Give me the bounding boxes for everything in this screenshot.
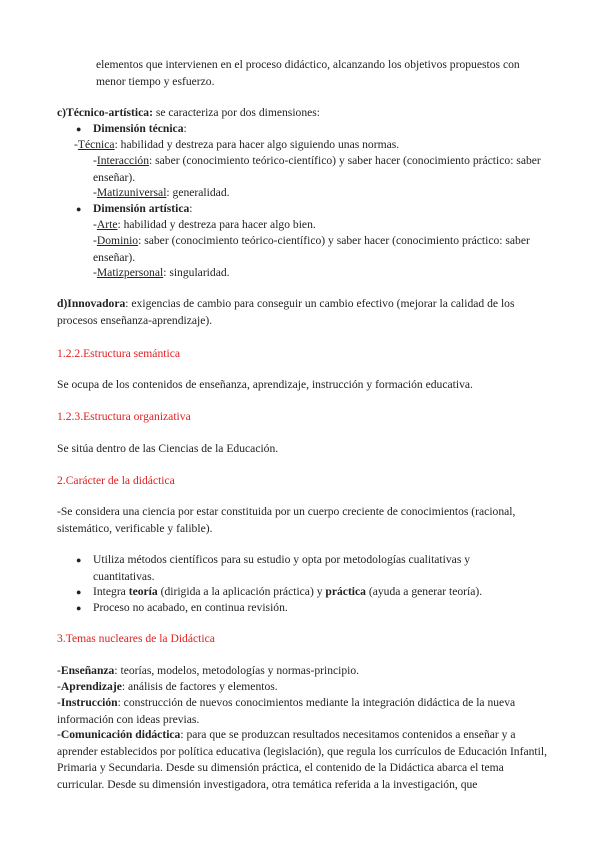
heading-3 (57, 631, 547, 648)
dominio-line (93, 233, 545, 266)
bullet-icon: ● (76, 124, 82, 134)
matiz-personal-line (93, 265, 543, 282)
bullet-2-mid: (dirigida a la aplicación práctica) y (157, 585, 326, 598)
sec-2-bullet-3 (76, 600, 543, 617)
dash: - (93, 186, 97, 199)
arte-text: : habilidad y destreza para hacer algo bien. (117, 218, 316, 231)
innovadora-paragraph (57, 296, 547, 329)
matiz-universal-text: : generalidad. (166, 186, 230, 199)
bullet-2-pre: Integra (93, 585, 129, 598)
interaccion-text: : saber (conocimiento teórico-científico) y saber hacer (conocimiento práctico: saber enseñar). (93, 154, 541, 184)
dash: - (93, 154, 97, 167)
instruccion-text: : construcción de nuevos conocimientos mediante la integración didáctica de la nueva información con ideas previas. (57, 696, 516, 726)
heading-2 (57, 473, 547, 490)
dash: - (93, 266, 97, 279)
innovadora-text: : exigencias de cambio para conseguir un cambio efectivo (mejorar la calidad de los procesos enseñanza-aprendizaje). (57, 297, 515, 327)
aprendizaje-text: : análisis de factores y elementos. (121, 680, 278, 693)
ensenanza-line (57, 663, 547, 680)
dim-tecnica-colon: : (183, 122, 187, 135)
dominio-text: : saber (conocimiento teórico-científico) y saber hacer (conocimiento práctico: saber enseñar). (93, 234, 530, 264)
dash: - (57, 728, 61, 741)
tecnico-artistica-text: se caracteriza por dos dimensiones: (152, 106, 321, 119)
matiz-personal-text: : singularidad. (163, 266, 230, 279)
comunicacion-text: : para que se produzcan resultados necesitamos contenidos a enseñar y a aprender establecidos por política educativa (legislación), que regula los currículos de Educación Infantil, Primaria y Secundaria. Desde su dimensión práctica, el contenido de la Didáctica abarca el tema curricular. Desde su dimensión investigadora, otra temática referida a la investigación, que (57, 728, 547, 791)
dim-artistica-colon: : (189, 202, 193, 215)
bullet-icon: ● (76, 603, 82, 613)
heading-1-2-3-text: 1.2.3.Estructura organizativa (57, 410, 191, 423)
sec-2-paragraph (57, 504, 547, 537)
matiz-universal-line (93, 185, 543, 202)
tecnica-line (74, 137, 544, 154)
heading-3-text: 3.Temas nucleares de la Didáctica (57, 632, 215, 645)
dim-artistica-bullet (76, 201, 543, 218)
sec-2-bullet-1-text: Utiliza métodos científicos para su estudio y opta por metodologías cualitativas y cuantitativas. (93, 553, 471, 583)
ensenanza-text: : teorías, modelos, metodologías y normas-principio. (114, 664, 360, 677)
sec-1-2-3-paragraph (57, 441, 547, 458)
interaccion-line (93, 153, 545, 186)
dominio-term: Dominio (96, 234, 139, 247)
aprendizaje-line (57, 679, 547, 696)
sec-1-2-2-paragraph (57, 377, 547, 394)
dash: - (57, 680, 61, 693)
dash: - (57, 664, 61, 677)
dim-artistica-label: Dimensión artística (93, 202, 190, 215)
intro-continuation-paragraph (96, 57, 541, 90)
instruccion-term: Instrucción (60, 696, 118, 709)
tecnico-artistica-paragraph (57, 105, 547, 122)
tecnico-artistica-label: c)Técnico-artística: (57, 106, 153, 119)
teoria-term: teoría (128, 585, 158, 598)
sec-1-2-2-text: Se ocupa de los contenidos de enseñanza, aprendizaje, instrucción y formación educativa. (57, 378, 473, 391)
bullet-icon: ● (76, 555, 82, 565)
heading-2-text: 2.Carácter de la didáctica (57, 474, 175, 487)
matiz-universal-term: Matizuniversal (96, 186, 167, 199)
sec-2-bullet-1 (76, 552, 513, 585)
bullet-icon: ● (76, 204, 82, 214)
matiz-personal-term: Matizpersonal (96, 266, 164, 279)
tecnica-term: Técnica (77, 138, 115, 151)
comunicacion-term: Comunicación didáctica (60, 728, 181, 741)
dash: - (74, 138, 78, 151)
heading-1-2-3 (57, 409, 547, 426)
dash: - (57, 696, 61, 709)
tecnica-text: : habilidad y destreza para hacer algo siguiendo unas normas. (114, 138, 400, 151)
sec-1-2-3-text: Se sitúa dentro de las Ciencias de la Educación. (57, 442, 279, 455)
dash: - (93, 218, 97, 231)
innovadora-label: d)Innovadora (57, 297, 126, 310)
arte-term: Arte (96, 218, 118, 231)
bullet-2-post: (ayuda a generar teoría). (365, 585, 483, 598)
aprendizaje-term: Aprendizaje (60, 680, 122, 693)
interaccion-term: Interacción (96, 154, 150, 167)
sec-2-bullet-2 (76, 584, 543, 601)
sec-2-text: -Se considera una ciencia por estar constituida por un cuerpo creciente de conocimientos (racional, sistemático, verificable y falible). (57, 505, 516, 535)
sec-2-bullet-3-text: Proceso no acabado, en continua revisión. (93, 601, 288, 614)
heading-1-2-2-text: 1.2.2.Estructura semántica (57, 347, 180, 360)
ensenanza-term: Enseñanza (60, 664, 115, 677)
dim-tecnica-label: Dimensión técnica (93, 122, 184, 135)
heading-1-2-2 (57, 346, 547, 363)
dash: - (93, 234, 97, 247)
dim-tecnica-bullet (76, 121, 543, 138)
intro-continuation-text: elementos que intervienen en el proceso didáctico, alcanzando los objetivos propuestos con menor tiempo y esfuerzo. (96, 58, 520, 88)
comunicacion-paragraph (57, 727, 547, 793)
practica-term: práctica (325, 585, 366, 598)
instruccion-line (57, 695, 547, 728)
bullet-icon: ● (76, 587, 82, 597)
arte-line (93, 217, 543, 234)
